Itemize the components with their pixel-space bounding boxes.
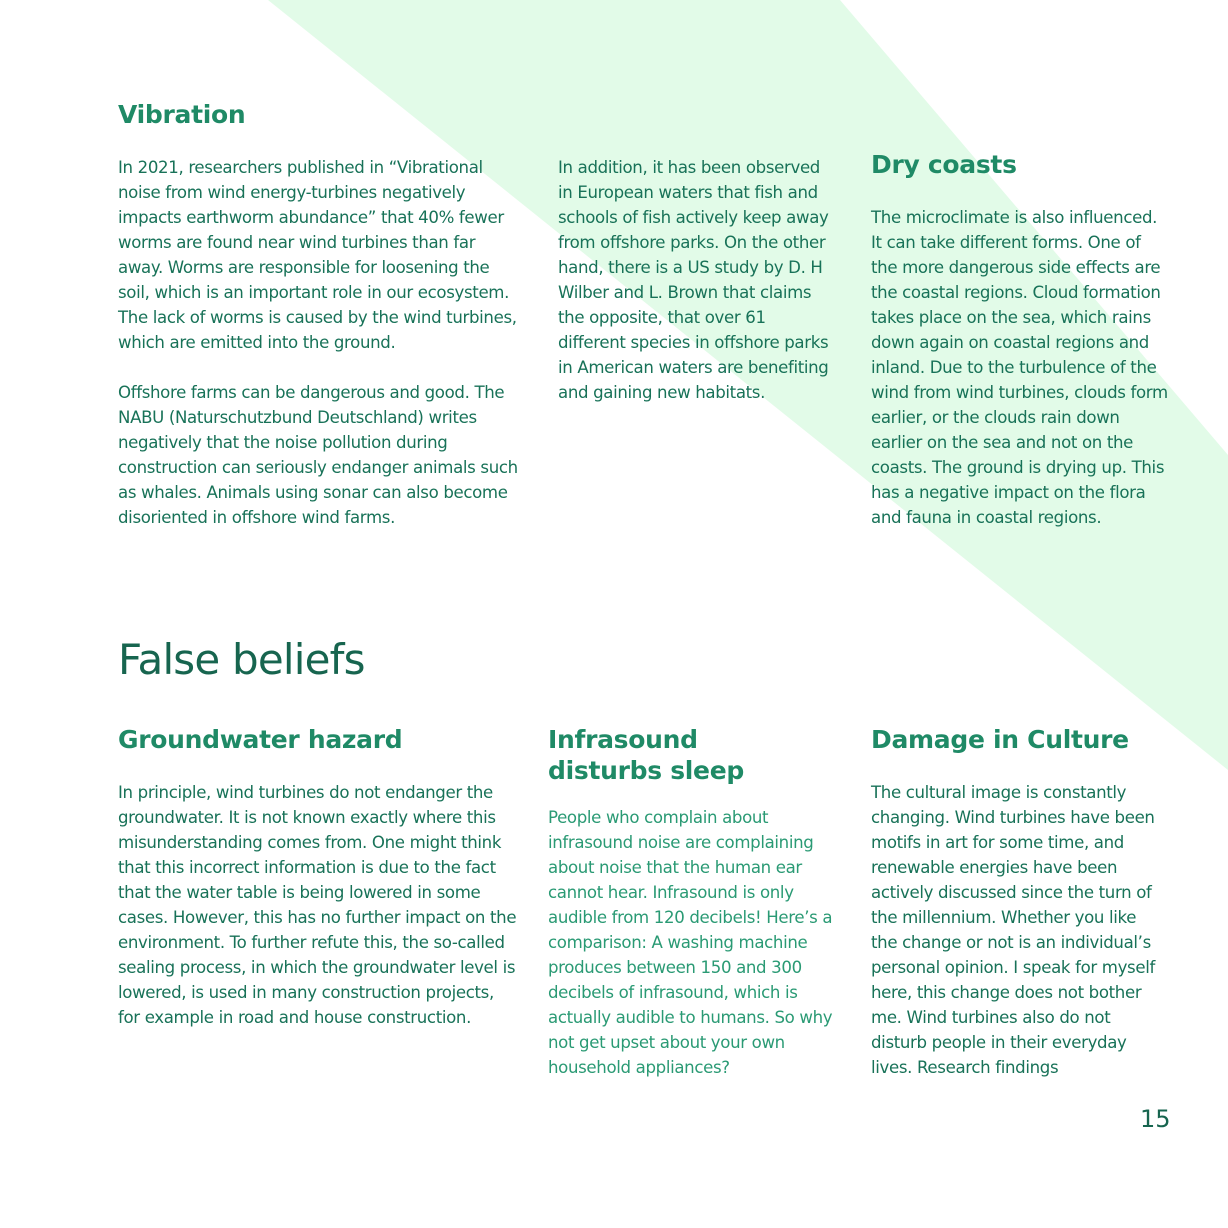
culture-heading: Damage in Culture <box>871 725 1129 754</box>
infrasound-section <box>548 724 838 1080</box>
culture-paragraph: The cultural image is constantly changing. Wind turbines have been motifs in art for some time, and renewable energies have been actively discussed since the turn of the millennium. Whether you like the change or not is an individual’s personal opinion. I speak for myself here, this change does not bother me. Wind turbines also do not disturb people in their everyday lives. Research findings <box>871 783 1155 1077</box>
dry-coasts-section <box>871 149 1171 530</box>
infrasound-heading-line-1: Infrasound <box>548 725 698 754</box>
vibration-paragraph-1: In 2021, researchers published in “Vibrational noise from wind energy-turbines negatively impacts earthworm abundance” that 40% fewer worms are found near wind turbines than far away. Worms are responsible for loosening the soil, which is an important role in our ecosystem. The lack of worms is caused by the wind turbines, which are emitted into the ground. <box>118 158 517 352</box>
infrasound-paragraph: People who complain about infrasound noise are complaining about noise that the human ear cannot hear. Infrasound is only audible from 120 decibels! Here’s a comparison: A washing machine produces between 150 and 300 decibels of infrasound, which is actually audible to humans. So why not get upset about your own household appliances? <box>548 808 833 1077</box>
vibration-paragraph-2: Offshore farms can be dangerous and good. The NABU (Naturschutzbund Deutschland) writes negatively that the noise pollution during construction can seriously endanger animals such as whales. Animals using sonar can also become disoriented in offshore wind farms. <box>118 383 518 527</box>
groundwater-heading: Groundwater hazard <box>118 725 403 754</box>
culture-section <box>871 724 1161 1080</box>
groundwater-paragraph: In principle, wind turbines do not endanger the groundwater. It is not known exactly where this misunderstanding comes from. One might think that this incorrect information is due to the fact that the water table is being lowered in some cases. However, this has no further impact on the environment. To further refute this, the so-called sealing process, in which the groundwater level is lowered, is used in many construction projects, for example in road and house construction. <box>118 783 517 1027</box>
page-number: 15 <box>1140 1105 1171 1133</box>
offshore-section <box>558 155 838 405</box>
false-beliefs-section <box>118 636 618 684</box>
infrasound-heading <box>548 724 838 786</box>
vibration-heading: Vibration <box>118 100 246 129</box>
vibration-section <box>118 99 518 530</box>
dry-coasts-heading: Dry coasts <box>871 150 1017 179</box>
infrasound-heading-line-2: disturbs sleep <box>548 756 744 785</box>
offshore-paragraph: In addition, it has been observed in European waters that fish and schools of fish actively keep away from offshore parks. On the other hand, there is a US study by D. H Wilber and L. Brown that claims the opposite, that over 61 different species in offshore parks in American waters are benefiting and gaining new habitats. <box>558 158 829 402</box>
false-beliefs-title: False beliefs <box>118 635 365 684</box>
dry-coasts-paragraph: The microclimate is also influenced. It can take different forms. One of the more dangerous side effects are the coastal regions. Cloud formation takes place on the sea, which rains down again on coastal regions and inland. Due to the turbulence of the wind from wind turbines, clouds form earlier, or the clouds rain down earlier on the sea and not on the coasts. The ground is drying up. This has a negative impact on the flora and fauna in coastal regions. <box>871 208 1168 527</box>
groundwater-section <box>118 724 518 1030</box>
